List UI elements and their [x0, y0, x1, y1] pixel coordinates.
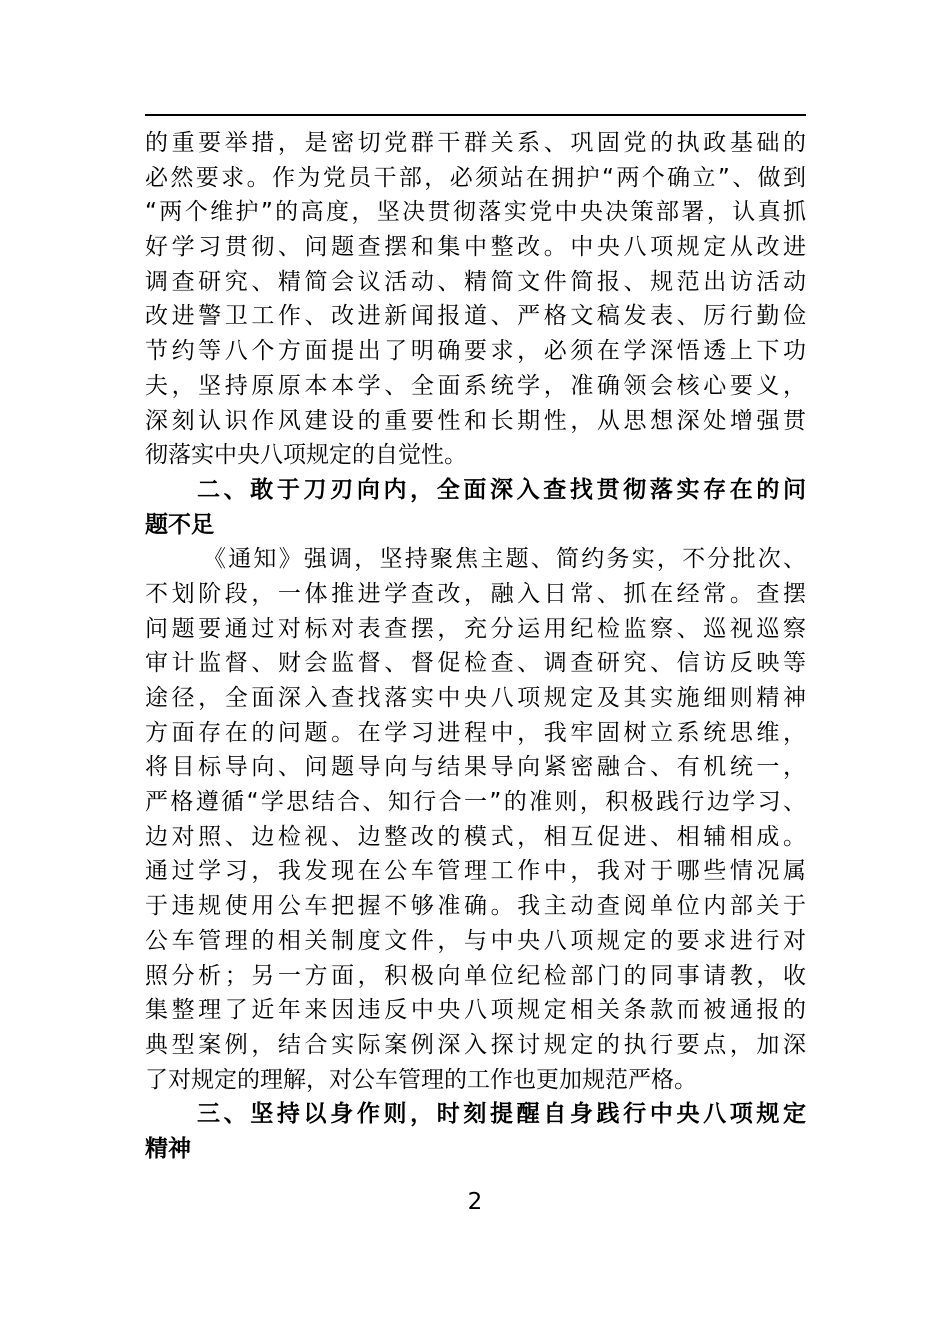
section-heading-3: 三、坚持以身作则，时刻提醒自身践行中央八项规定: [197, 1101, 806, 1128]
body-line: 节约等八个方面提出了明确要求，必须在学深悟透上下功: [145, 338, 806, 365]
body-line: 审计监督、财会监督、督促检查、调查研究、信访反映等: [145, 650, 806, 677]
header-rule: [145, 114, 806, 116]
body-line: 集整理了近年来因违反中央八项规定相关条款而被通报的: [145, 997, 806, 1024]
body-line: “两个维护”的高度，坚决贯彻落实党中央决策部署，认真抓: [145, 199, 806, 226]
section-heading-3-cont: 精神: [145, 1135, 191, 1162]
body-line: 《通知》强调，坚持聚焦主题、简约务实，不分批次、: [203, 546, 806, 573]
body-line: 不划阶段，一体推进学查改，融入日常、抓在经常。查摆: [145, 580, 806, 607]
body-line: 通过学习，我发现在公车管理工作中，我对于哪些情况属: [145, 858, 806, 885]
page-number: 2: [467, 1189, 483, 1215]
body-line: 了对规定的理解，对公车管理的工作也更加规范严格。: [145, 1066, 697, 1093]
body-line: 将目标导向、问题导向与结果导向紧密融合、有机统一，: [145, 754, 806, 781]
body-line: 照分析；另一方面，积极向单位纪检部门的同事请教，收: [145, 962, 806, 989]
body-line: 典型案例，结合实际案例深入探讨规定的执行要点，加深: [145, 1031, 806, 1058]
body-line: 的重要举措，是密切党群干群关系、巩固党的执政基础的: [145, 130, 806, 156]
section-heading-2: 二、敢于刀刃向内，全面深入查找贯彻落实存在的问: [197, 476, 806, 503]
body-line: 途径，全面深入查找落实中央八项规定及其实施细则精神: [145, 685, 806, 711]
body-line: 深刻认识作风建设的重要性和长期性，从思想深处增强贯: [145, 407, 806, 434]
body-line: 调查研究、精简会议活动、精简文件简报、规范出访活动: [145, 268, 806, 295]
body-line: 于违规使用公车把握不够准确。我主动查阅单位内部关于: [145, 893, 806, 920]
document-body: [145, 126, 806, 1167]
body-line: 边对照、边检视、边整改的模式，相互促进、相辅相成。: [145, 823, 806, 850]
section-heading-2-cont: 题不足: [145, 511, 214, 538]
body-line: 方面存在的问题。在学习进程中，我牢固树立系统思维，: [145, 719, 806, 746]
body-line: 问题要通过对标对表查摆，充分运用纪检监察、巡视巡察: [145, 615, 806, 642]
body-line: 彻落实中央八项规定的自觉性。: [145, 442, 467, 469]
body-line: 必然要求。作为党员干部，必须站在拥护“两个确立”、做到: [145, 164, 806, 191]
body-line: 夫，坚持原原本本学、全面系统学，准确领会核心要义，: [145, 372, 806, 399]
body-line: 改进警卫工作、改进新闻报道、严格文稿发表、厉行勤俭: [145, 303, 806, 330]
body-line: 公车管理的相关制度文件，与中央八项规定的要求进行对: [145, 927, 806, 954]
body-line: 好学习贯彻、问题查摆和集中整改。中央八项规定从改进: [145, 234, 806, 261]
body-line: 严格遵循“学思结合、知行合一”的准则，积极践行边学习、: [145, 789, 806, 816]
